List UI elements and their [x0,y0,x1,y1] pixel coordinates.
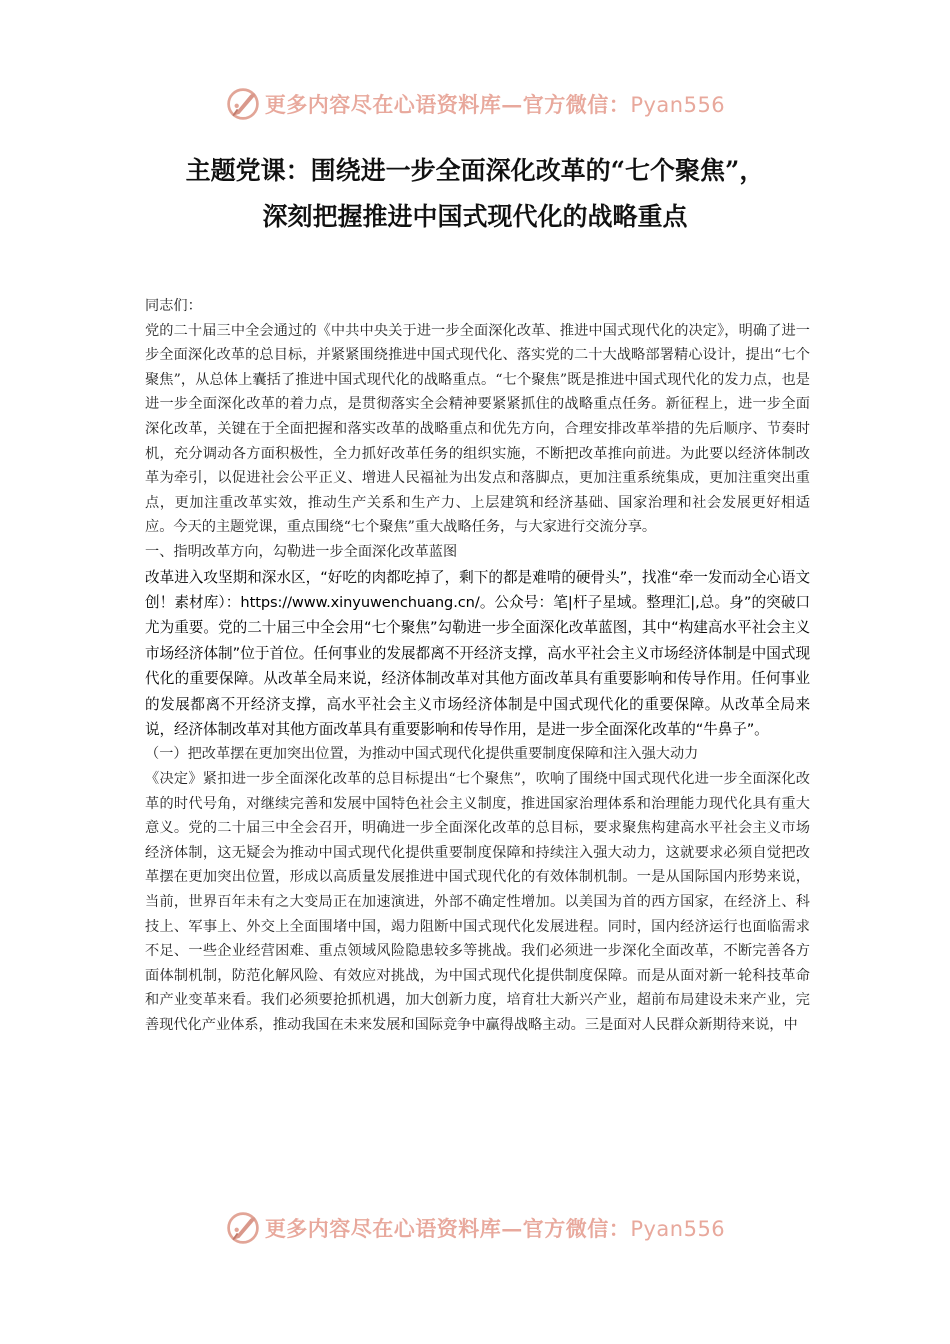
page-title [100,148,850,240]
section-1-paragraph: 改革进入攻坚期和深水区，“好吃的肉都吃掉了，剩下的都是难啃的硬骨头”，找准“牵一发而动全心语文创！素材库）：https://www.xinyuwenchuang.cn/。公众号：笔|杆子星域。整理汇|,总。身”的突破口尤为重要。党的二十届三中全会用“七个聚焦”勾勒进一步全面深化改革蓝图，其中“构建高水平社会主义市场经济体制”位于首位。任何事业的发展都离不开经济支撑，高水平社会主义市场经济体制是中国式现代化的重要保障。从改革全局来说，经济体制改革对其他方面改革具有重要影响和传导作用。任何事业的发展都离不开经济支撑，高水平社会主义市场经济体制是中国式现代化的重要保障。从改革全局来说，经济体制改革对其他方面改革具有重要影响和传导作用，是进一步全面深化改革的“牛鼻子”。 [145,568,810,738]
banner-text: 更多内容尽在心语资料库—官方微信：Pyan556 [264,92,726,117]
subsection-1-heading: （一）把改革摆在更加突出位置，为推动中国式现代化提供重要制度保障和注入强大动力 [145,746,699,763]
intro-paragraph: 党的二十届三中全会通过的《中共中央关于进一步全面深化改革、推进中国式现代化的决定》，明确了进一步全面深化改革的总目标，并紧紧围绕推进中国式现代化、落实党的二十大战略部署精心设计，提出“七个聚焦”，从总体上囊括了推进中国式现代化的战略重点。“七个聚焦”既是推进中国式现代化的发力点，也是进一步全面深化改革的着力点，是贯彻落实全会精神要紧紧抓住的战略重点任务。新征程上，进一步全面深化改革，关键在于全面把握和落实改革的战略重点和优先方向，合理安排改革举措的先后顺序、节奏时机，充分调动各方面积极性，全力抓好改革任务的组织实施，不断把改革推向前进。为此要以经济体制改革为牵引，以促进社会公平正义、增进人民福祉为出发点和落脚点，更加注重系统集成，更加注重突出重点，更加注重改革实效，推动生产关系和生产力、上层建筑和经济基础、国家治理和社会发展更好相适应。今天的主题党课，重点围绕“七个聚焦”重大战略任务，与大家进行交流分享。 [145,322,810,536]
title-line-2: 深刻把握推进中国式现代化的战略重点 [262,202,688,231]
title-line-1: 主题党课：围绕进一步全面深化改革的“七个聚焦”， [185,156,765,185]
footer-banner [0,1208,950,1248]
banner-text: 更多内容尽在心语资料库—官方微信：Pyan556 [264,1216,726,1241]
section-1-heading: 一、指明改革方向，勾勒进一步全面深化改革蓝图 [145,543,458,560]
subsection-1-paragraph: 《决定》紧扣进一步全面深化改革的总目标提出“七个聚焦”，吹响了围绕中国式现代化进一步全面深化改革的时代号角，对继续完善和发展中国特色社会主义制度，推进国家治理体系和治理能力现代化具有重大意义。党的二十届三中全会召开，明确进一步全面深化改革的总目标，要求聚焦构建高水平社会主义市场经济体制，这无疑会为推动中国式现代化提供重要制度保障和持续注入强大动力，这就要求必须自觉把改革摆在更加突出位置，形成以高质量发展推进中国式现代化的有效体制机制。一是从国际国内形势来说，当前，世界百年未有之大变局正在加速演进，外部不确定性增加。以美国为首的西方国家，在经济上、科技上、军事上、外交上全面围堵中国，竭力阻断中国式现代化发展进程。同时，国内经济运行也面临需求不足、一些企业经营困难、重点领域风险隐患较多等挑战。我们必须进一步深化全面改革，不断完善各方面体制机制，防范化解风险、有效应对挑战，为中国式现代化提供制度保障。而是从面对新一轮科技革命和产业变革来看。我们必须要抢抓机遇，加大创新力度，培育壮大新兴产业，超前布局建设未来产业，完善现代化产业体系，推动我国在未来发展和国际竞争中赢得战略主动。三是面对人民群众新期待来说，中 [145,770,810,1033]
document-body [145,294,810,1038]
wechat-handle: Pyan556 [630,1217,726,1241]
quill-pen-logo-icon [225,86,261,122]
wechat-handle: Pyan556 [630,93,726,117]
salutation: 同志们： [145,298,202,314]
header-banner [0,84,950,124]
quill-pen-logo-icon [225,1210,261,1246]
